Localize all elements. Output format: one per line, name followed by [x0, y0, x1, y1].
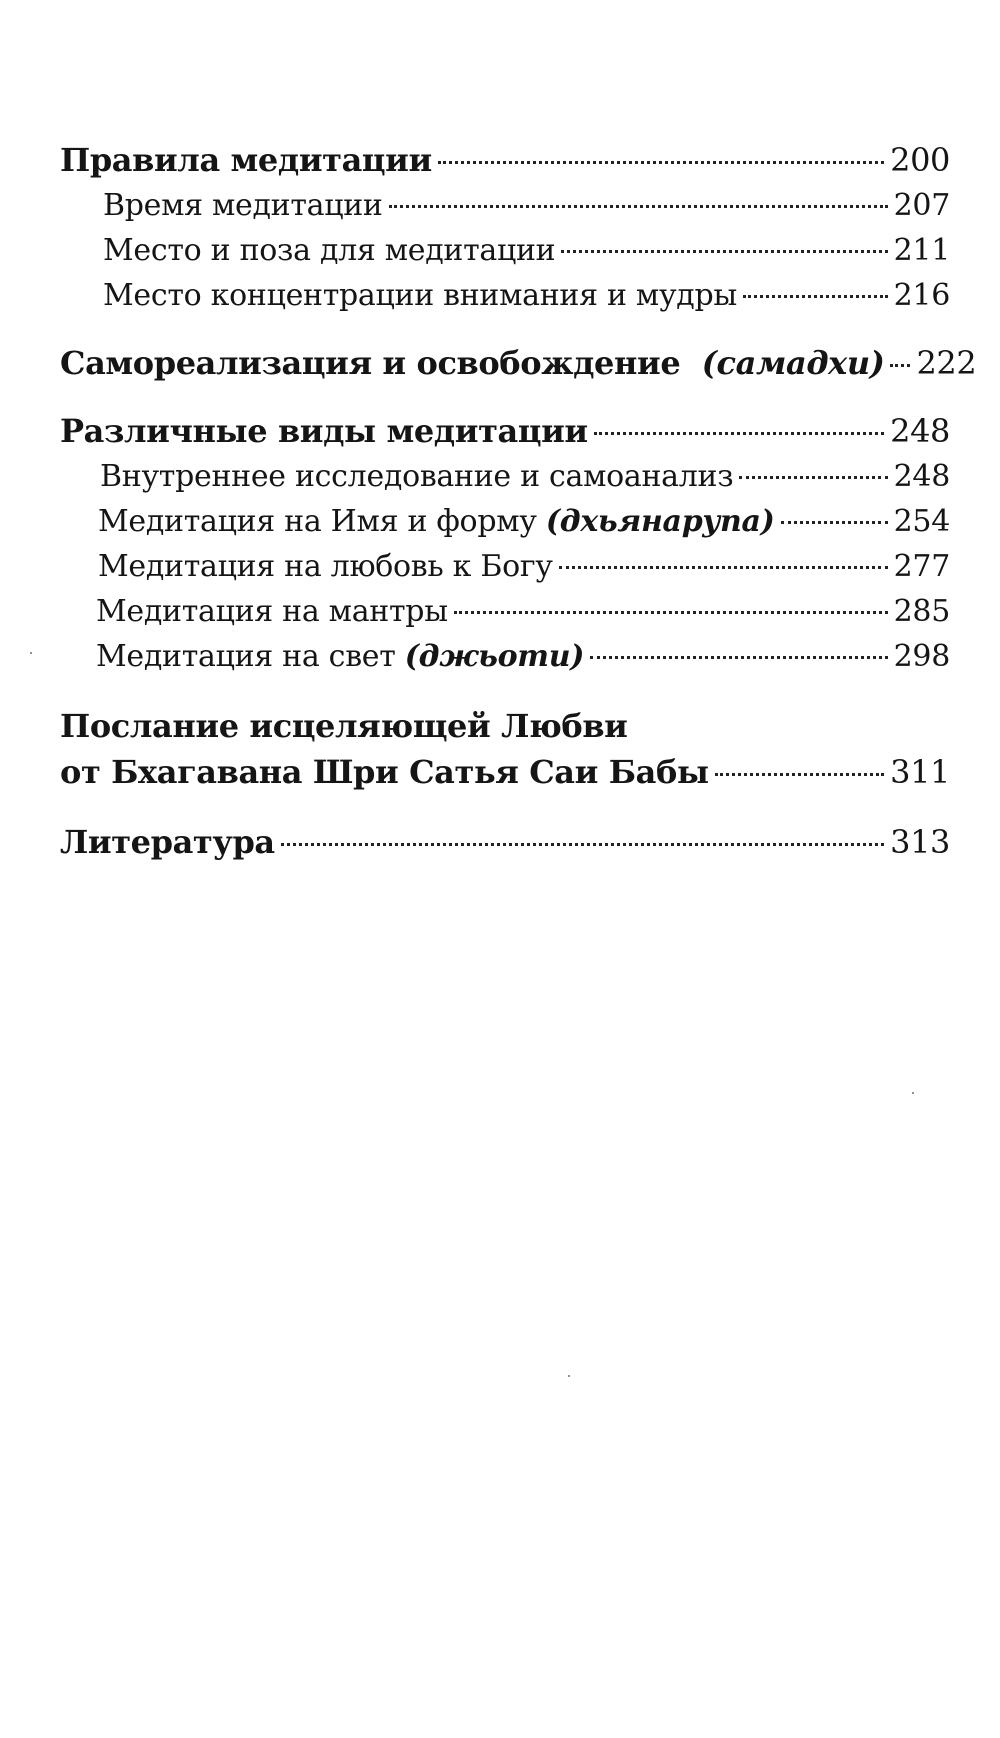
toc-page-number: 200 — [890, 141, 950, 179]
dot-leader — [739, 476, 887, 479]
toc-entry-title-text: Медитация на свет — [96, 639, 396, 674]
toc-page-number: 207 — [893, 188, 950, 223]
dot-leader — [454, 611, 888, 614]
toc-entry-title-italic: (самадхи) — [701, 344, 885, 382]
toc-subentry-mantras[interactable] — [60, 589, 950, 634]
toc-entry-title-line-2-row — [60, 749, 950, 795]
toc-page-number: 254 — [893, 504, 950, 539]
scan-speck — [30, 652, 32, 654]
toc-entry-title: Время медитации — [103, 188, 383, 223]
dot-leader — [594, 432, 884, 435]
toc-entry-meditation-rules[interactable] — [60, 137, 950, 183]
dot-leader — [561, 250, 887, 253]
toc-page-number: 211 — [893, 233, 950, 268]
toc-page-number: 248 — [893, 459, 950, 494]
dot-leader — [438, 161, 884, 164]
toc-entry-title-text: Самореализация и освобождение — [60, 344, 681, 382]
toc-subentry-inner-inquiry[interactable] — [60, 454, 950, 499]
toc-entry-healing-love-message[interactable] — [60, 703, 950, 795]
toc-page-number: 298 — [893, 639, 950, 674]
scan-speck — [912, 1092, 914, 1094]
dot-leader — [743, 295, 888, 298]
toc-entry-title — [96, 634, 584, 679]
toc-subentry-concentration-and-mudras[interactable] — [60, 273, 950, 318]
toc-entry-title: Внутреннее исследование и самоанализ — [100, 459, 734, 494]
dot-leader — [559, 566, 888, 569]
toc-page-number: 277 — [893, 549, 950, 584]
dot-leader — [781, 521, 888, 524]
toc-subentry-place-and-pose[interactable] — [60, 228, 950, 273]
dot-leader — [590, 656, 887, 659]
toc-entry-title-text: Медитация на Имя и форму — [98, 504, 537, 539]
toc-subentry-light[interactable] — [60, 634, 950, 679]
toc-page-number: 313 — [890, 823, 950, 861]
toc-entry-title — [60, 340, 884, 386]
toc-entry-meditation-types[interactable] — [60, 408, 950, 454]
table-of-contents — [60, 137, 977, 865]
toc-page-number: 285 — [893, 594, 950, 629]
toc-entry-title: Литература — [60, 823, 275, 861]
dot-leader — [890, 364, 910, 367]
toc-entry-title: Место концентрации внимания и мудры — [103, 278, 737, 313]
dot-leader — [281, 843, 884, 846]
toc-entry-title: Медитация на мантры — [96, 594, 448, 629]
toc-subentry-love-of-god[interactable] — [60, 544, 950, 589]
toc-entry-literature[interactable] — [60, 819, 950, 865]
toc-entry-self-realization[interactable] — [60, 340, 977, 386]
toc-page-number: 222 — [916, 344, 977, 382]
toc-entry-title: Правила медитации — [60, 141, 432, 179]
toc-page-number: 216 — [893, 278, 950, 313]
toc-entry-title-line-1: Послание исцеляющей Любви — [60, 707, 628, 745]
toc-entry-title: Различные виды медитации — [60, 412, 588, 450]
toc-page-number: 311 — [890, 753, 950, 791]
toc-entry-title: Место и поза для медитации — [103, 233, 556, 268]
toc-entry-title-line-2: от Бхагавана Шри Сатья Саи Бабы — [60, 753, 709, 791]
toc-entry-title-italic: (джьоти) — [404, 639, 585, 674]
toc-entry-title — [98, 499, 775, 544]
scan-speck — [568, 1375, 570, 1377]
toc-subentry-meditation-time[interactable] — [60, 183, 950, 228]
dot-leader — [389, 205, 888, 208]
toc-entry-title-italic: (дхьянарупа) — [545, 504, 775, 539]
toc-entry-title: Медитация на любовь к Богу — [98, 549, 553, 584]
dot-leader — [715, 773, 884, 776]
toc-page-number: 248 — [890, 412, 950, 450]
toc-subentry-name-and-form[interactable] — [60, 499, 950, 544]
